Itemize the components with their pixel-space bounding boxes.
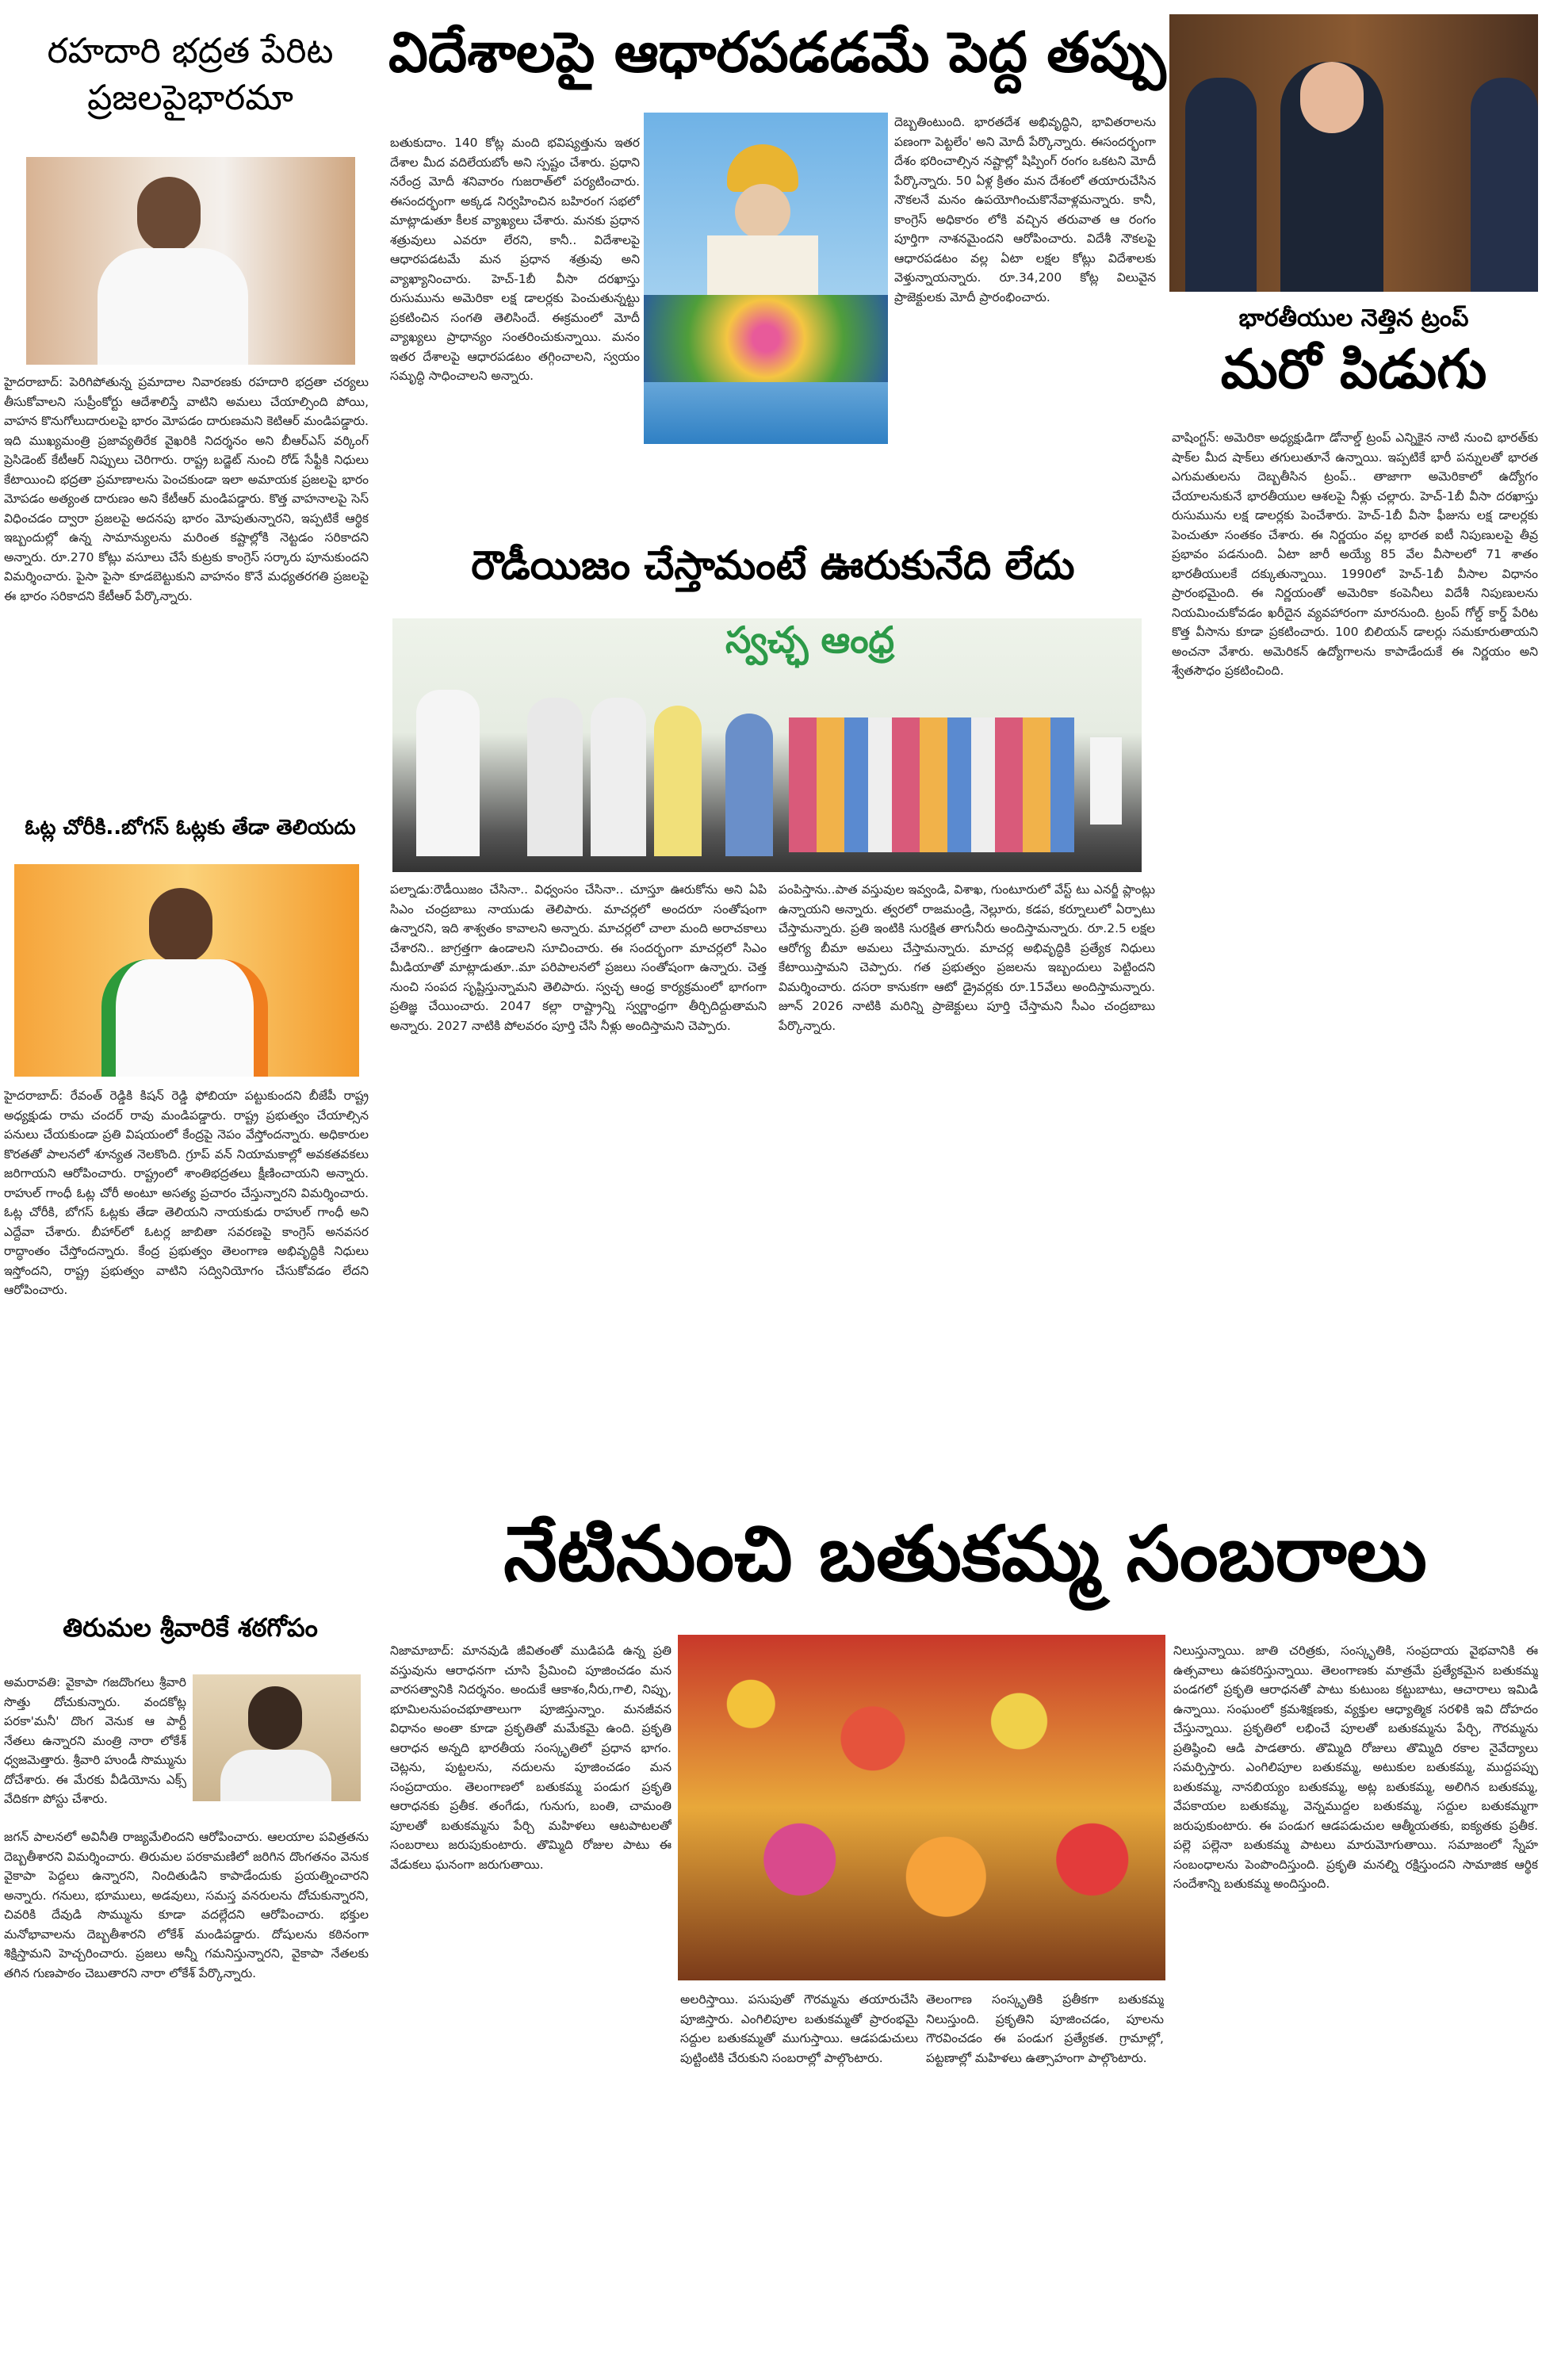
bathukamma-body-col1: నిజామాబాద్: మానవుడి జీవితంతో ముడిపడి ఉన్న ప్రతి వస్తువును ఆరాధనగా చూసి ప్రేమించి పూజించడం మన వారసత్వానికి నిదర్శనం. అందుకే ఆకాశం,నీరు,గాలి, నిప్పు, భూమిలనుపంచభూతాలుగా పూజిస్తున్నాం. మనజీవన విధానం అంతా కూడా ప్రకృతితో మమేకమై ఉంది. ప్రకృతి ఆరాధన అన్నది భారతీయ సంస్కృతిలో ప్రధాన భాగం. చెట్లను, పుట్టలను, నదులను పూజించడం మన సంప్రదాయం. తెలంగాణలో బతుకమ్మ పండుగ ప్రకృతి ఆరాధనకు ప్రతీక. తంగేడు, గునుగు, బంతి, చామంతి పూలతో బతుకమ్మను పేర్చి మహిళలు ఆటపాటలతో సంబరాలు జరుపుకుంటారు. తొమ్మిది రోజుల పాటు ఈ వేడుకలు ఘనంగా జరుగుతాయి. <box>390 1643 672 1872</box>
tirumala-body-top: అమరావతి: వైకాపా గజదొంగలు శ్రీవారి సొత్తు దోచుకున్నారు. వందకోట్ల పరకా'మనీ' దొంగ వెనుక ఆ పార్టీ నేతలు ఉన్నారని మంత్రి నారా లోకేశ్ ధ్వజమెత్తారు. శ్రీవారి హుండీ సొమ్మును దోచేశారు. ఈ మేరకు వీడియోను ఎక్స్ వేదికగా పోస్టు చేశారు. <box>4 1675 186 1806</box>
photo-banner: స్వచ్ఛ ఆంధ్ర <box>725 618 894 661</box>
modi-photo <box>644 113 888 444</box>
kishan-reddy-photo <box>14 864 359 1077</box>
bathukamma-headline: నేటినుంచి బతుకమ్మ సంబరాలు <box>503 1510 1427 1598</box>
lokesh-photo <box>193 1674 361 1801</box>
rowdy-body-col2: పంపిస్తాను..పాత వస్తువుల ఇవ్వండి, విశాఖ, గుంటూరులో వేస్ట్ టు ఎనర్జీ ప్లాంట్లు ఉన్నాయని అన్నారు. త్వరలో రాజమండ్రి, నెల్లూరు, కడప, కర్నూలులో ఏర్పాటు చేస్తామన్నారు. ప్రతి ఇంటికి సురక్షిత తాగునీరు అందిస్తామన్నారు. రూ.2.5 లక్షల ఆరోగ్య బీమా అమలు చేస్తామన్నారు. మాచర్ల అభివృద్ధికి ప్రత్యేక నిధులు కేటాయిస్తామని చెప్పారు. గత ప్రభుత్వం ప్రజలను ఇబ్బందులు పెట్టిందని విమర్శించారు. దసరా కానుకగా ఆటో డ్రైవర్లకు రూ.15వేలు అందిస్తామన్నారు. జూన్ 2026 నాటికి మరిన్ని ప్రాజెక్టులు పూర్తి చేస్తామని సీఎం చంద్రబాబు పేర్కొన్నారు. <box>779 882 1155 1033</box>
headline-line: భారతీయుల నెత్తిన ట్రంప్ <box>1238 304 1469 332</box>
modi-body-col1: బతుకుదాం. 140 కోట్ల మంది భవిష్యత్తును ఇతర దేశాల మీద వదిలేయబోం అని స్పష్టం చేశారు. ప్రధాని నరేంద్ర మోదీ శనివారం గుజరాత్‌లో పర్యటించారు. ఈసందర్భంగా అక్కడ నిర్వహించిన బహిరంగ సభలో మాట్లాడుతూ కీలక వ్యాఖ్యలు చేశారు. మనకు ప్రధాన శత్రువులు ఎవరూ లేరని, కానీ.. విదేశాలపై ఆధారపడటమే మన ప్రధాన శత్రువు అని వ్యాఖ్యానించారు. హెచ్-1బీ వీసా దరఖాస్తు రుసుమును అమెరికా లక్ష డాలర్లకు పెంచుతున్నట్టు ప్రకటించిన సంగతి తెలిసిందే. ఈక్రమంలో మోదీ వ్యాఖ్యలు ప్రాధాన్యం సంతరించుకున్నాయి. మనం ఇతర దేశాలపై ఆధారపడటం తగ్గించాలని, స్వయం సమృద్ధి సాధించాలని అన్నారు. <box>390 136 640 383</box>
ktr-body: హైదరాబాద్: పెరిగిపోతున్న ప్రమాదాల నివారణకు రహదారి భద్రతా చర్యలు తీసుకోవాలని సుప్రీంకోర్టు ఆదేశాలిస్తే వాటిని అమలు చేయాల్సింది పోయి, వాహన కొనుగోలుదారులపై భారం మోపడం దారుణమని కెటిఆర్ మండిపడ్డారు. ఇది ముఖ్యమంత్రి ప్రజావ్యతిరేక వైఖరికి నిదర్శనం అని బీఆర్ఎస్ వర్కింగ్ ప్రెసిడెంట్ కేటీఆర్ నిప్పులు చెరిగారు. రాష్ట్ర బడ్జెట్ నుంచి రోడ్ సేఫ్టీకి నిధులు కేటాయించి భద్రతా ప్రమాణాలను పెంచకుండా ఇలా అమాయక ప్రజలపై భారం మోపడం అత్యంత దారుణం అని కేటీఆర్ మండిపడ్డారు. కొత్త వాహనాలపై సెస్ విధించడం ద్వారా ప్రజలపై అదనపు భారం మోపుతున్నారని, ఇప్పటికే ఆర్థిక ఇబ్బందుల్లో ఉన్న సామాన్యులను మరింత కష్టాల్లోకి నెట్టడం సరికాదని అన్నారు. రూ.270 కోట్లు వసూలు చేసే కుట్రకు కాంగ్రెస్ సర్కారు పూనుకుందని విమర్శించారు. పైసా పైసా కూడబెట్టుకుని వాహనం కొనే మధ్యతరగతి ప్రజలపై ఈ భారం సరికాదని కేటీఆర్ పేర్కొన్నారు. <box>4 375 369 603</box>
trump-headline <box>1165 305 1542 401</box>
headline-line: రహదారి భద్రత పేరిట <box>47 31 334 71</box>
modi-body-col2: దెబ్బతింటుంది. భారతదేశ అభివృద్ధిని, భావితరాలను పణంగా పెట్టలేం' అని మోదీ పేర్కొన్నారు. ఈసందర్భంగా దేశం భరించాల్సిన నష్టాల్లో షిప్పింగ్ రంగం ఒకటని మోదీ పేర్కొన్నారు. 50 ఏళ్ల క్రితం మన దేశంలో తయారుచేసిన నౌకలనే మనం ఉపయోగించుకొనేవాళ్లమన్నారు. కానీ, కాంగ్రెస్ అధికారం లోకి వచ్చిన తరువాత ఆ రంగం పూర్తిగా నాశనమైందని ఆరోపించారు. విదేశీ నౌకలపై ఆధారపడటం వల్ల ఏటా లక్షల కోట్లు విదేశాలకు వెళ్తున్నాయన్నారు. రూ.34,200 కోట్ల విలువైన ప్రాజెక్టులకు మోదీ ప్రారంభించారు. <box>894 115 1156 304</box>
ktr-headline <box>8 32 373 118</box>
rowdy-headline: రౌడీయిజం చేస్తామంటే ఊరుకునేది లేదు <box>471 542 1075 588</box>
bathukamma-body-col3: తెలంగాణ సంస్కృతికి ప్రతీకగా బతుకమ్మ నిలుస్తుంది. ప్రకృతిని పూజించడం, పూలను గౌరవించడం ఈ పండుగ ప్రత్యేకత. గ్రామాల్లో, పట్టణాల్లో మహిళలు ఉత్సాహంగా పాల్గొంటారు. <box>926 1992 1164 2065</box>
rowdy-body-col1: పల్నాడు:రౌడీయిజం చేసినా.. విధ్వంసం చేసినా.. చూస్తూ ఊరుకోను అని ఏపి సిఎం చంద్రబాబు నాయుడు తెలిపారు. మాచర్లలో అందరూ సంతోషంగా ఉన్నారని, ఇది శాశ్వతం కావాలని అన్నారు. మాచర్లలో చాలా మంది అరాచకాలు చేశారని.. జాగ్రత్తగా ఉండాలని సూచించారు. ఈ సందర్భంగా మాచర్లలో సిఎం మీడియాతో మాట్లాడుతూ..మా పరిపాలనలో ప్రజలు సంతోషంగా ఉన్నారు. చెత్త నుంచి సంపద సృష్టిస్తున్నామని తెలిపారు. స్వచ్ఛ ఆంధ్ర కార్యక్రమంలో భాగంగా ప్రతిజ్ఞ చేయించారు. 2047 కల్లా రాష్ట్రాన్ని స్వర్ణాంధ్రగా తీర్చిదిద్దుతామని అన్నారు. 2027 నాటికి పోలవరం పూర్తి చేసి నీళ్లు అందిస్తామని చెప్పారు. <box>390 882 767 1033</box>
tirumala-headline: తిరుమల శ్రీవారికే శఠగోపం <box>63 1613 318 1643</box>
bathukamma-body-col4: నిలుస్తున్నాయి. జాతి చరిత్రకు, సంస్కృతికి, సంప్రదాయ వైభవానికి ఈ ఉత్సవాలు ఉపకరిస్తున్నాయి. తెలంగాణకు మాత్రమే ప్రత్యేకమైన బతుకమ్మ పండగలో ప్రకృతి ఆరాధనతో పాటు కుటుంబ కట్టుబాటు, ఆచారాలు ఇమిడి ఉన్నాయి. సంఘంలో క్రమశిక్షణకు, వ్యక్తుల ఆధ్యాత్మిక సరళికి ఇవి దోహదం చేస్తున్నాయి. ప్రకృతిలో లభించే పూలతో బతుకమ్మను పేర్చి, గౌరమ్మను ప్రతిష్ఠించి ఆడి పాడతారు. తొమ్మిది రోజులు తొమ్మిది రకాల నైవేద్యాలు సమర్పిస్తారు. ఎంగిలిపూల బతుకమ్మ, అటుకుల బతుకమ్మ, ముద్దపప్పు బతుకమ్మ, నానబియ్యం బతుకమ్మ, అట్ల బతుకమ్మ, అలిగిన బతుకమ్మ, వేపకాయల బతుకమ్మ, వెన్నముద్దల బతుకమ్మ, సద్దుల బతుకమ్మగా జరుపుకుంటారు. ఈ పండుగ ఆడపడుచుల ఆత్మీయతకు, ఐక్యతకు ప్రతీక. పల్లె పల్లెనా బతుకమ్మ పాటలు మారుమోగుతాయి. సమాజంలో స్నేహ సంబంధాలను పెంపొందిస్తుంది. ప్రకృతి మనల్ని రక్షిస్తుందని సామాజిక ఆర్థిక సందేశాన్ని బతుకమ్మ అందిస్తుంది. <box>1173 1643 1538 1891</box>
bathukamma-flowers-photo <box>678 1635 1165 1980</box>
votes-headline: ఓట్ల చోరీకి..బోగస్ ఓట్లకు తేడా తెలియదు <box>25 816 356 840</box>
trump-photo <box>1169 14 1538 292</box>
headline-line: ప్రజలపైభారమా <box>87 77 293 118</box>
votes-body: హైదరాబాద్: రేవంత్ రెడ్డికి కిషన్ రెడ్డి ఫోబియా పట్టుకుందని బీజేపీ రాష్ట్ర అధ్యక్షుడు రామ చందర్ రావు మండిపడ్డారు. రాష్ట్ర ప్రభుత్వం చేయాల్సిన పనులు చేయకుండా ప్రతి విషయంలో కేంద్రపై నెపం వేస్తోందన్నారు. అధికారుల కొరతతో పాలనలో శూన్యత నెలకొంది. గ్రూప్ వన్ నియామకాల్లో అవకతవకలు జరిగాయని ఆరోపించారు. రాష్ట్రంలో శాంతిభద్రతలు క్షీణించాయని అన్నారు. రాహుల్ గాంధీ ఓట్ల చోరీ అంటూ అసత్య ప్రచారం చేస్తున్నారని విమర్శించారు. ఓట్ల చోరీకి, బోగస్ ఓట్లకు తేడా తెలియని నాయకుడు రాహుల్ గాంధీ అని ఎద్దేవా చేశారు. బీహార్‌లో ఓటర్ల జాబితా సవరణపై కాంగ్రెస్ అనవసర రాద్ధాంతం చేస్తోందన్నారు. కేంద్ర ప్రభుత్వం తెలంగాణ అభివృద్ధికి నిధులు ఇస్తోందని, రాష్ట్ర ప్రభుత్వం వాటిని సద్వినియోగం చేసుకోవడం లేదని ఆరోపించారు. <box>4 1089 369 1297</box>
modi-headline: విదేశాలపై ఆధారపడడమే పెద్ద తప్పు <box>388 20 1166 85</box>
ktr-photo <box>26 157 355 365</box>
cm-pledge-photo <box>392 618 1142 872</box>
trump-body: వాషింగ్టన్: అమెరికా అధ్యక్షుడిగా డోనాల్డ్ ట్రంప్ ఎన్నికైన నాటి నుంచి భారత్‌కు షాక్‌ల మీద షాక్‌లు తగులుతూనే ఉన్నాయి. ఇప్పటికే భారీ పన్నులతో భారత ఎగుమతులను దెబ్బతీసిన ట్రంప్.. తాజాగా అమెరికాలో ఉద్యోగం చేయాలనుకునే భారతీయుల ఆశలపై నీళ్లు చల్లారు. హెచ్-1బీ వీసా దరఖాస్తు రుసుమును లక్ష డాలర్లకు పెంచేశారు. హెచ్-1బీ వీసా ఫీజును లక్ష డాలర్లకు పెంచుతూ సంతకం చేశారు. ఈ నిర్ణయం వల్ల భారత ఐటీ నిపుణులపై తీవ్ర ప్రభావం పడనుంది. ఏటా జారీ అయ్యే 85 వేల వీసాలలో 71 శాతం భారతీయులకే దక్కుతున్నాయి. 1990లో హెచ్-1బీ వీసాల విధానం ప్రారంభమైంది. ఈ నిర్ణయంతో అమెరికా కంపెనీలు విదేశీ నిపుణులను నియమించుకోవడం ఖరీదైన వ్యవహారంగా మారనుంది. ట్రంప్ గోల్డ్ కార్డ్ పేరిట కొత్త వీసాను కూడా ప్రకటించారు. 100 బిలియన్ డాలర్లు సమకూరుతాయని అంచనా వేశారు. అమెరికన్ ఉద్యోగాలను కాపాడేందుకే ఈ నిర్ణయం అని శ్వేతసౌధం ప్రకటించింది. <box>1172 430 1538 678</box>
tirumala-body: జగన్ పాలనలో అవినీతి రాజ్యమేలిందని ఆరోపించారు. ఆలయాల పవిత్రతను దెబ్బతీశారని విమర్శించారు. తిరుమల పరకామణిలో జరిగిన దొంగతనం వెనుక వైకాపా పెద్దలు ఉన్నారని, నిందితుడిని కాపాడేందుకు ప్రయత్నించారని అన్నారు. గనులు, భూములు, అడవులు, సమస్త వనరులను దోచుకున్నారని, చివరికి దేవుడి సొమ్మును కూడా వదల్లేదని ఆరోపించారు. భక్తుల మనోభావాలను దెబ్బతీశారని లోకేశ్ మండిపడ్డారు. దోషులను కఠినంగా శిక్షిస్తామని హెచ్చరించారు. ప్రజలు అన్నీ గమనిస్తున్నారని, వైకాపా నేతలకు తగిన గుణపాఠం చెబుతారని నారా లోకేశ్ పేర్కొన్నారు. <box>4 1830 369 1980</box>
headline-line: మరో పిడుగు <box>1220 338 1487 401</box>
bathukamma-body-col2: అలరిస్తాయి. పసుపుతో గౌరమ్మను తయారుచేసి పూజిస్తారు. ఎంగిలిపూల బతుకమ్మతో ప్రారంభమై సద్దుల బతుకమ్మతో ముగుస్తాయి. ఆడపడుచులు పుట్టింటికి చేరుకుని సంబరాల్లో పాల్గొంటారు. <box>680 1992 918 2065</box>
